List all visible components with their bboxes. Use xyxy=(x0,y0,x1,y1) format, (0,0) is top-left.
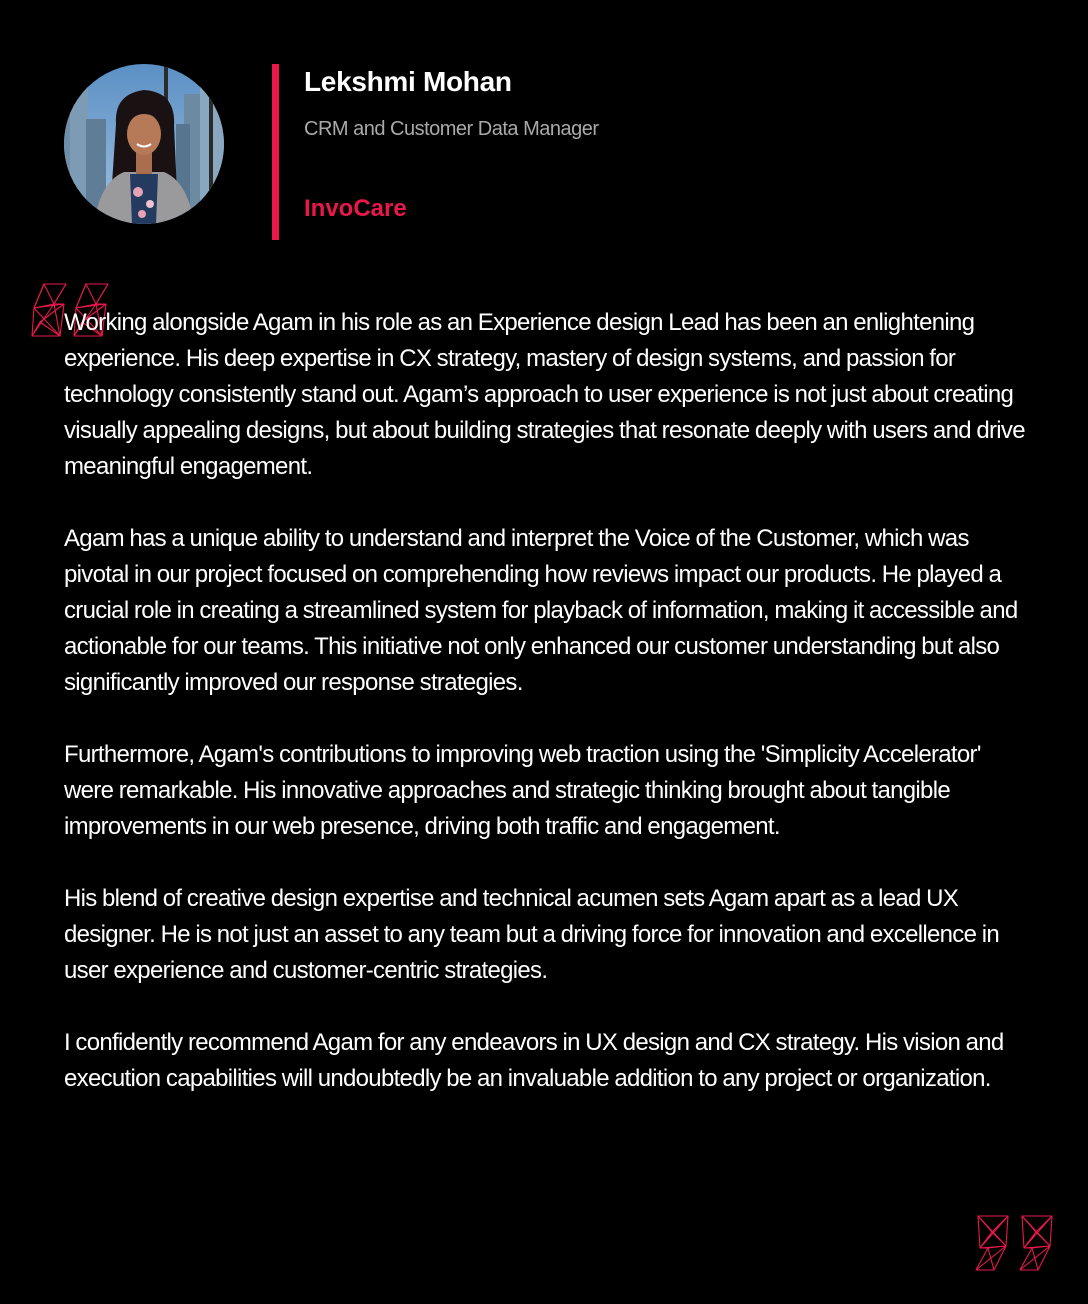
author-company: InvoCare xyxy=(304,195,407,222)
testimonial-paragraph: I confidently recommend Agam for any endeavors in UX design and CX strategy. His vision and execution capabilities will undoubtedly be an invaluable addition to any project or organization. xyxy=(64,1029,1004,1092)
avatar-photo xyxy=(64,64,224,224)
author-name: Lekshmi Mohan xyxy=(304,66,512,97)
author-role: CRM and Customer Data Manager xyxy=(304,118,599,140)
testimonial-paragraph: His blend of creative design expertise and technical acumen sets Agam apart as a lead UX designer. He is not just an asset to any team but a driving force for innovation and excellence in user experience and customer-centric strategies. xyxy=(64,885,999,984)
close-quote-icon xyxy=(974,1214,1058,1272)
testimonial-body xyxy=(64,305,1026,1097)
testimonial-paragraph: Agam has a unique ability to understand and interpret the Voice of the Customer, which was pivotal in our project focused on comprehending how reviews impact our products. He played a crucial role in creating a streamlined system for playback of information, making it accessible and actionable for our teams. This initiative not only enhanced our customer understanding but also significantly improved our response strategies. xyxy=(64,525,1018,696)
testimonial-paragraph: Working alongside Agam in his role as an Experience design Lead has been an enlightening experience. His deep expertise in CX strategy, mastery of design systems, and passion for technology consistently stand out. Agam’s approach to user experience is not just about creating visually appealing designs, but about building strategies that resonate deeply with users and drive meaningful engagement. xyxy=(64,309,1025,480)
testimonial-paragraph: Furthermore, Agam's contributions to improving web traction using the 'Simplicity Accelerator' were remarkable. His innovative approaches and strategic thinking brought about tangible improvements in our web presence, driving both traffic and engagement. xyxy=(64,741,981,840)
avatar xyxy=(64,64,224,224)
accent-bar xyxy=(272,64,279,240)
